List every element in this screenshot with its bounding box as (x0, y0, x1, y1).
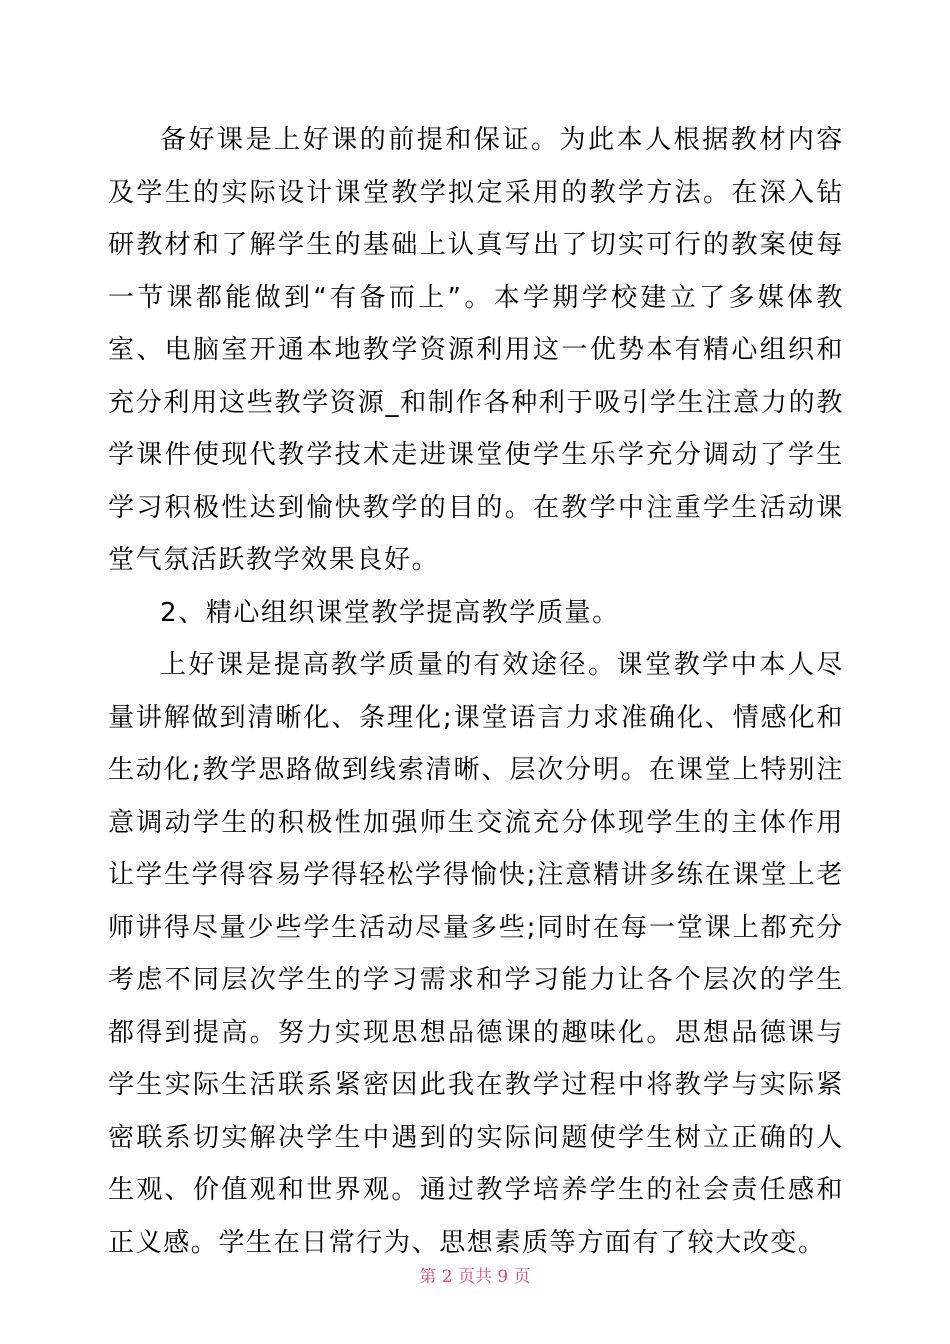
paragraph-lesson-preparation: 备好课是上好课的前提和保证。为此本人根据教材内容及学生的实际设计课堂教学拟定采用的教学方法。在深入钻研教材和了解学生的基础上认真写出了切实可行的教案使每一节课都能做到“有备而上”。本学期学校建立了多媒体教室、电脑室开通本地教学资源利用这一优势本有精心组织和充分利用这些教学资源_和制作各种利于吸引学生注意力的教学课件使现代教学技术走进课堂使学生乐学充分调动了学生学习积极性达到愉快教学的目的。在教学中注重学生活动课堂气氛活跃教学效果良好。 (108, 125, 844, 575)
page-number-footer: 第 2 页共 9 页 (419, 1267, 531, 1287)
paragraph-teaching-quality: 上好课是提高教学质量的有效途径。课堂教学中本人尽量讲解做到清晰化、条理化;课堂语言力求准确化、情感化和生动化;教学思路做到线索清晰、层次分明。在课堂上特别注意调动学生的积极性加强师生交流充分体现学生的主体作用让学生学得容易学得轻松学得愉快;注意精讲多练在课堂上老师讲得尽量少些学生活动尽量多些;同时在每一堂课上都充分考虑不同层次学生的学习需求和学习能力让各个层次的学生都得到提高。努力实现思想品德课的趣味化。思想品德课与学生实际生活联系紧密因此我在教学过程中将教学与实际紧密联系切实解决学生中遇到的实际问题使学生树立正确的人生观、价值观和世界观。通过教学培养学生的社会责任感和正义感。学生在日常行为、思想素质等方面有了较大改变。 (108, 650, 844, 1258)
section-heading-classroom-teaching: 2、精心组织课堂教学提高教学质量。 (160, 597, 620, 628)
document-body (108, 114, 844, 1269)
